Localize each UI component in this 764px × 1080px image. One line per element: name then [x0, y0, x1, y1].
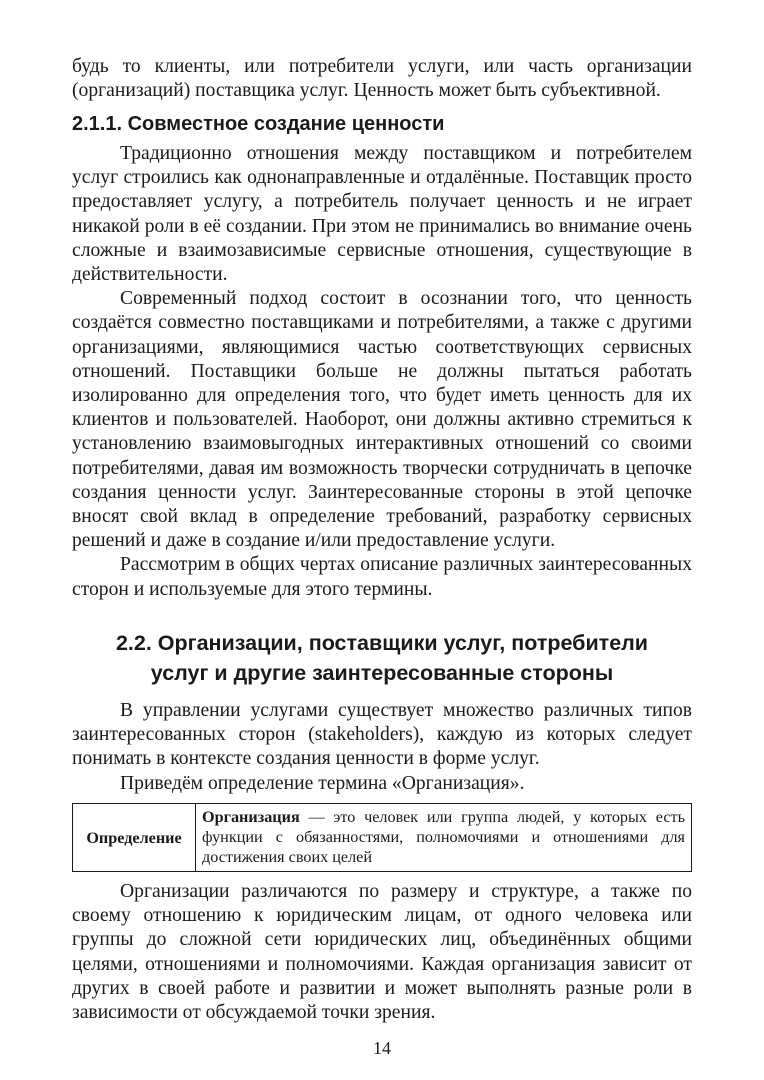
section-2-2-body: [72, 699, 692, 796]
section-2-1-1-body: [72, 142, 692, 602]
definition-term: Организация: [202, 808, 300, 826]
intro-paragraph: будь то клиенты, или потребители услуги, или часть организации (организаций) поставщика услуг. Ценность может быть субъективной.: [72, 56, 692, 102]
paragraph: Рассмотрим в общих чертах описание различных заинтересованных сторон и используемые для этого термины.: [72, 554, 692, 600]
section-2-2-after: [72, 880, 692, 1025]
heading-line: 2.2. Организации, поставщики услуг, потребители: [115, 631, 649, 655]
definition-text: — это человек или группа людей, у которых есть функции с обязанностями, полномочиями и отношениями для достижения своих целей: [202, 808, 685, 866]
definition-row: [73, 804, 692, 872]
paragraph: Традиционно отношения между поставщиком и потребителем услуг строились как однонаправленные и отдалённые. Поставщик просто предоставляет услугу, а потребитель получает ценность и не играет никакой роли в её создании. При этом не принимались во внимание очень сложные и взаимозависимые сервисные отношения, существующие в действительности.: [72, 143, 692, 286]
paragraph: Организации различаются по размеру и структуре, а также по своему отношению к юридическим лицам, от одного человека или группы до сложной сети юридических лиц, объединённых общими целями, отношениями и полномочиями. Каждая организация зависит от других в своей работе и развитии и может выполнять разные роли в зависимости от обсуждаемой точки зрения.: [72, 881, 692, 1024]
paragraph: В управлении услугами существует множество различных типов заинтересованных сторон (stakeholders), каждую из которых следует понимать в контексте создания ценности в форме услуг.: [72, 700, 692, 770]
intro-text: [72, 55, 692, 103]
paragraph: Приведём определение термина «Организация».: [120, 772, 525, 794]
definition-label: Определение: [73, 804, 196, 872]
definition-body: [196, 804, 692, 872]
page-number: 14: [373, 1038, 391, 1058]
heading-line: услуг и другие заинтересованные стороны: [150, 661, 614, 685]
section-heading-2-2: [72, 628, 692, 688]
paragraph: Современный подход состоит в осознании того, что ценность создаётся совместно поставщиками и потребителями, а также с другими организациями, являющимися частью соответствующих сервисных отношений. Поставщики больше не должны пытаться работать изолированно для определения того, что будет иметь ценность для их клиентов и пользователей. Наоборот, они должны активно стремиться к установлению взаимовыгодных интерактивных отношений со своими потребителями, давая им возможность творчески сотрудничать в цепочке создания ценности услуг. Заинтересованные стороны в этой цепочке вносят свой вклад в определение требований, разработку сервисных решений и даже в создание и/или предоставление услуги.: [72, 288, 692, 552]
section-heading-2-1-1: 2.1.1. Совместное создание ценности: [72, 113, 445, 135]
definition-table: [72, 803, 692, 872]
